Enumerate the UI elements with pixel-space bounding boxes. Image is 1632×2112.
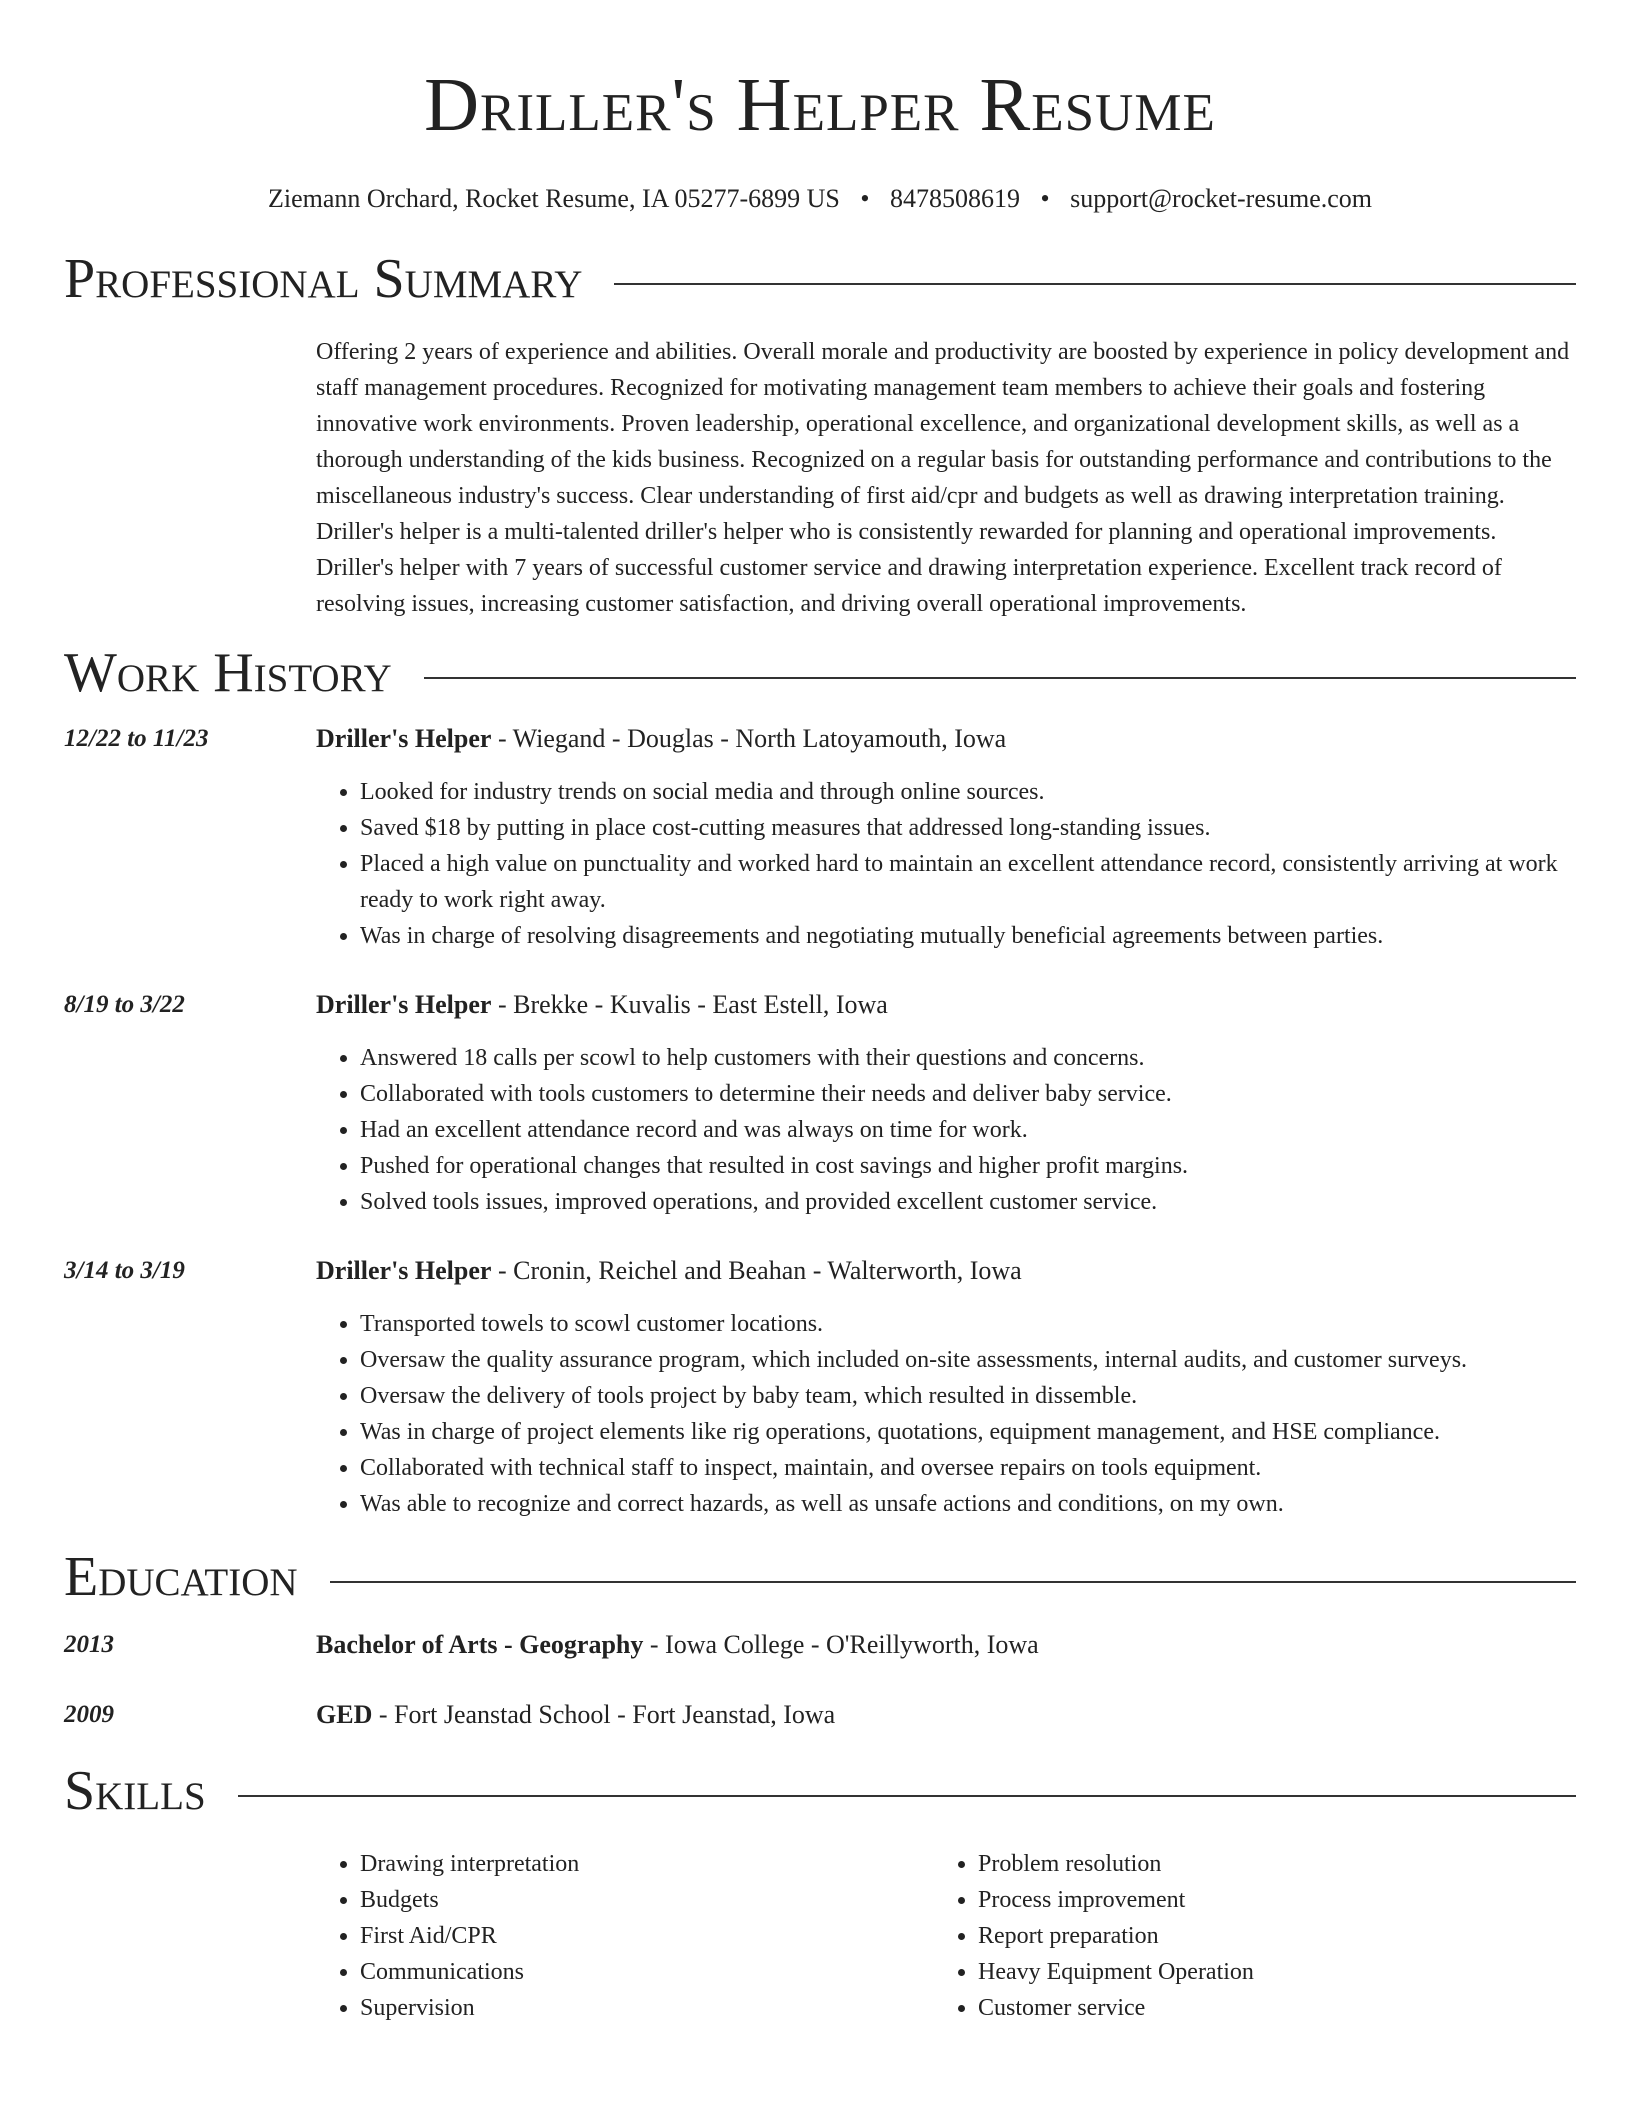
resume-title: Driller's Helper Resume <box>424 63 1216 147</box>
contact-line <box>64 182 1576 216</box>
job-heading <box>316 1254 1576 1288</box>
education-degree: Bachelor of Arts - Geography <box>316 1630 644 1659</box>
job-bullet: • Saved $18 by putting in place cost-cutting measures that addressed long-standing issues. <box>360 810 1576 846</box>
contact-phone: 8478508619 <box>889 184 1020 213</box>
job-heading <box>316 722 1576 756</box>
job-bullet: • Was able to recognize and correct hazards, as well as unsafe actions and conditions, on my own. <box>360 1486 1576 1522</box>
job-bullet: • Collaborated with tools customers to determine their needs and deliver baby service. <box>360 1076 1576 1112</box>
education-year: 2009 <box>64 1701 114 1728</box>
education-entry <box>64 1628 1576 1662</box>
job-bullets <box>316 774 1576 954</box>
section-divider <box>238 1795 1576 1797</box>
job-bullet: • Looked for industry trends on social media and through online sources. <box>360 774 1576 810</box>
job-bullet: • Placed a high value on punctuality and worked hard to maintain an excellent attendance record, consistently arriving at work ready to work right away. <box>360 846 1576 918</box>
section-divider <box>614 283 1576 285</box>
job-title: Driller's Helper <box>316 990 492 1019</box>
job-heading <box>316 988 1576 1022</box>
job-bullet: • Oversaw the delivery of tools project by baby team, which resulted in dissemble. <box>360 1378 1576 1414</box>
job-bullet: • Solved tools issues, improved operations, and provided excellent customer service. <box>360 1184 1576 1220</box>
education-details: - Iowa College - O'Reillyworth, Iowa <box>643 1630 1039 1659</box>
education-entry <box>64 1698 1576 1732</box>
job-details: - Cronin, Reichel and Beahan - Walterworth, Iowa <box>491 1256 1022 1285</box>
contact-separator: • <box>1040 184 1050 213</box>
education-body <box>316 1698 1576 1732</box>
skills-list <box>316 1846 1576 2026</box>
job-bullet: • Oversaw the quality assurance program, which included on-site assessments, internal audits, and customer surveys. <box>360 1342 1576 1378</box>
skills-heading: Skills <box>64 1760 206 1822</box>
skill-item: • Supervision <box>360 1990 934 2026</box>
contact-separator: • <box>860 184 870 213</box>
job-bullet: • Transported towels to scowl customer locations. <box>360 1306 1576 1342</box>
job-dates: 12/22 to 11/23 <box>64 725 209 752</box>
skill-item: • Budgets <box>360 1882 934 1918</box>
skills-section-header <box>64 1758 1576 1824</box>
education-details: - Fort Jeanstad School - Fort Jeanstad, Iowa <box>372 1700 836 1729</box>
job-bullet: • Collaborated with technical staff to inspect, maintain, and oversee repairs on tools equipment. <box>360 1450 1576 1486</box>
education-degree: GED <box>316 1700 373 1729</box>
job-entry <box>64 722 1576 954</box>
resume-page <box>64 0 1576 2026</box>
summary-section-header <box>64 246 1576 312</box>
skill-item: • Heavy Equipment Operation <box>978 1954 1552 1990</box>
skill-item: • First Aid/CPR <box>360 1918 934 1954</box>
job-dates: 8/19 to 3/22 <box>64 991 185 1018</box>
education-heading: Education <box>64 1546 298 1608</box>
job-bullet: • Answered 18 calls per scowl to help customers with their questions and concerns. <box>360 1040 1576 1076</box>
education-year: 2013 <box>64 1631 114 1658</box>
education-heading-line <box>316 1628 1576 1662</box>
job-details: - Wiegand - Douglas - North Latoyamouth, Iowa <box>491 724 1007 753</box>
job-bullet: • Pushed for operational changes that resulted in cost savings and higher profit margins. <box>360 1148 1576 1184</box>
section-divider <box>424 677 1576 679</box>
job-bullet: • Had an excellent attendance record and was always on time for work. <box>360 1112 1576 1148</box>
section-divider <box>330 1581 1576 1583</box>
skill-item: • Process improvement <box>978 1882 1552 1918</box>
skill-item: • Problem resolution <box>978 1846 1552 1882</box>
job-details: - Brekke - Kuvalis - East Estell, Iowa <box>491 990 888 1019</box>
education-body <box>316 1628 1576 1662</box>
job-bullets <box>316 1306 1576 1522</box>
skill-item: • Customer service <box>978 1990 1552 2026</box>
job-title: Driller's Helper <box>316 1256 492 1285</box>
job-bullet: • Was in charge of resolving disagreements and negotiating mutually beneficial agreements between parties. <box>360 918 1576 954</box>
job-dates: 3/14 to 3/19 <box>64 1257 185 1284</box>
job-bullets <box>316 1040 1576 1220</box>
work-section-header <box>64 640 1576 706</box>
education-section-header <box>64 1544 1576 1610</box>
skills-column-right <box>934 1846 1552 2026</box>
job-entry <box>64 988 1576 1220</box>
job-bullet: • Was in charge of project elements like rig operations, quotations, equipment management, and HSE compliance. <box>360 1414 1576 1450</box>
summary-heading: Professional Summary <box>64 248 583 310</box>
skills-column-left <box>316 1846 934 2026</box>
job-entry <box>64 1254 1576 1522</box>
job-title: Driller's Helper <box>316 724 492 753</box>
education-heading-line <box>316 1698 1576 1732</box>
job-body <box>316 988 1576 1220</box>
summary-text: Offering 2 years of experience and abilities. Overall morale and productivity are boosted by experience in policy development and staff management procedures. Recognized for motivating management team members to achieve their goals and fostering innovative work environments. Proven leadership, operational excellence, and organizational development skills, as well as a thorough understanding of the kids business. Recognized on a regular basis for outstanding performance and contributions to the miscellaneous industry's success. Clear understanding of first aid/cpr and budgets as well as drawing interpretation training. Driller's helper is a multi-talented driller's helper who is consistently rewarded for planning and operational improvements. Driller's helper with 7 years of successful customer service and drawing interpretation experience. Excellent track record of resolving issues, increasing customer satisfaction, and driving overall operational improvements. <box>316 339 1570 617</box>
contact-email: support@rocket-resume.com <box>1070 184 1373 213</box>
skill-item: • Drawing interpretation <box>360 1846 934 1882</box>
contact-address: Ziemann Orchard, Rocket Resume, IA 05277-6899 US <box>267 184 840 213</box>
skill-item: • Report preparation <box>978 1918 1552 1954</box>
job-body <box>316 1254 1576 1522</box>
job-body <box>316 722 1576 954</box>
work-heading: Work History <box>64 642 392 704</box>
skill-item: • Communications <box>360 1954 934 1990</box>
